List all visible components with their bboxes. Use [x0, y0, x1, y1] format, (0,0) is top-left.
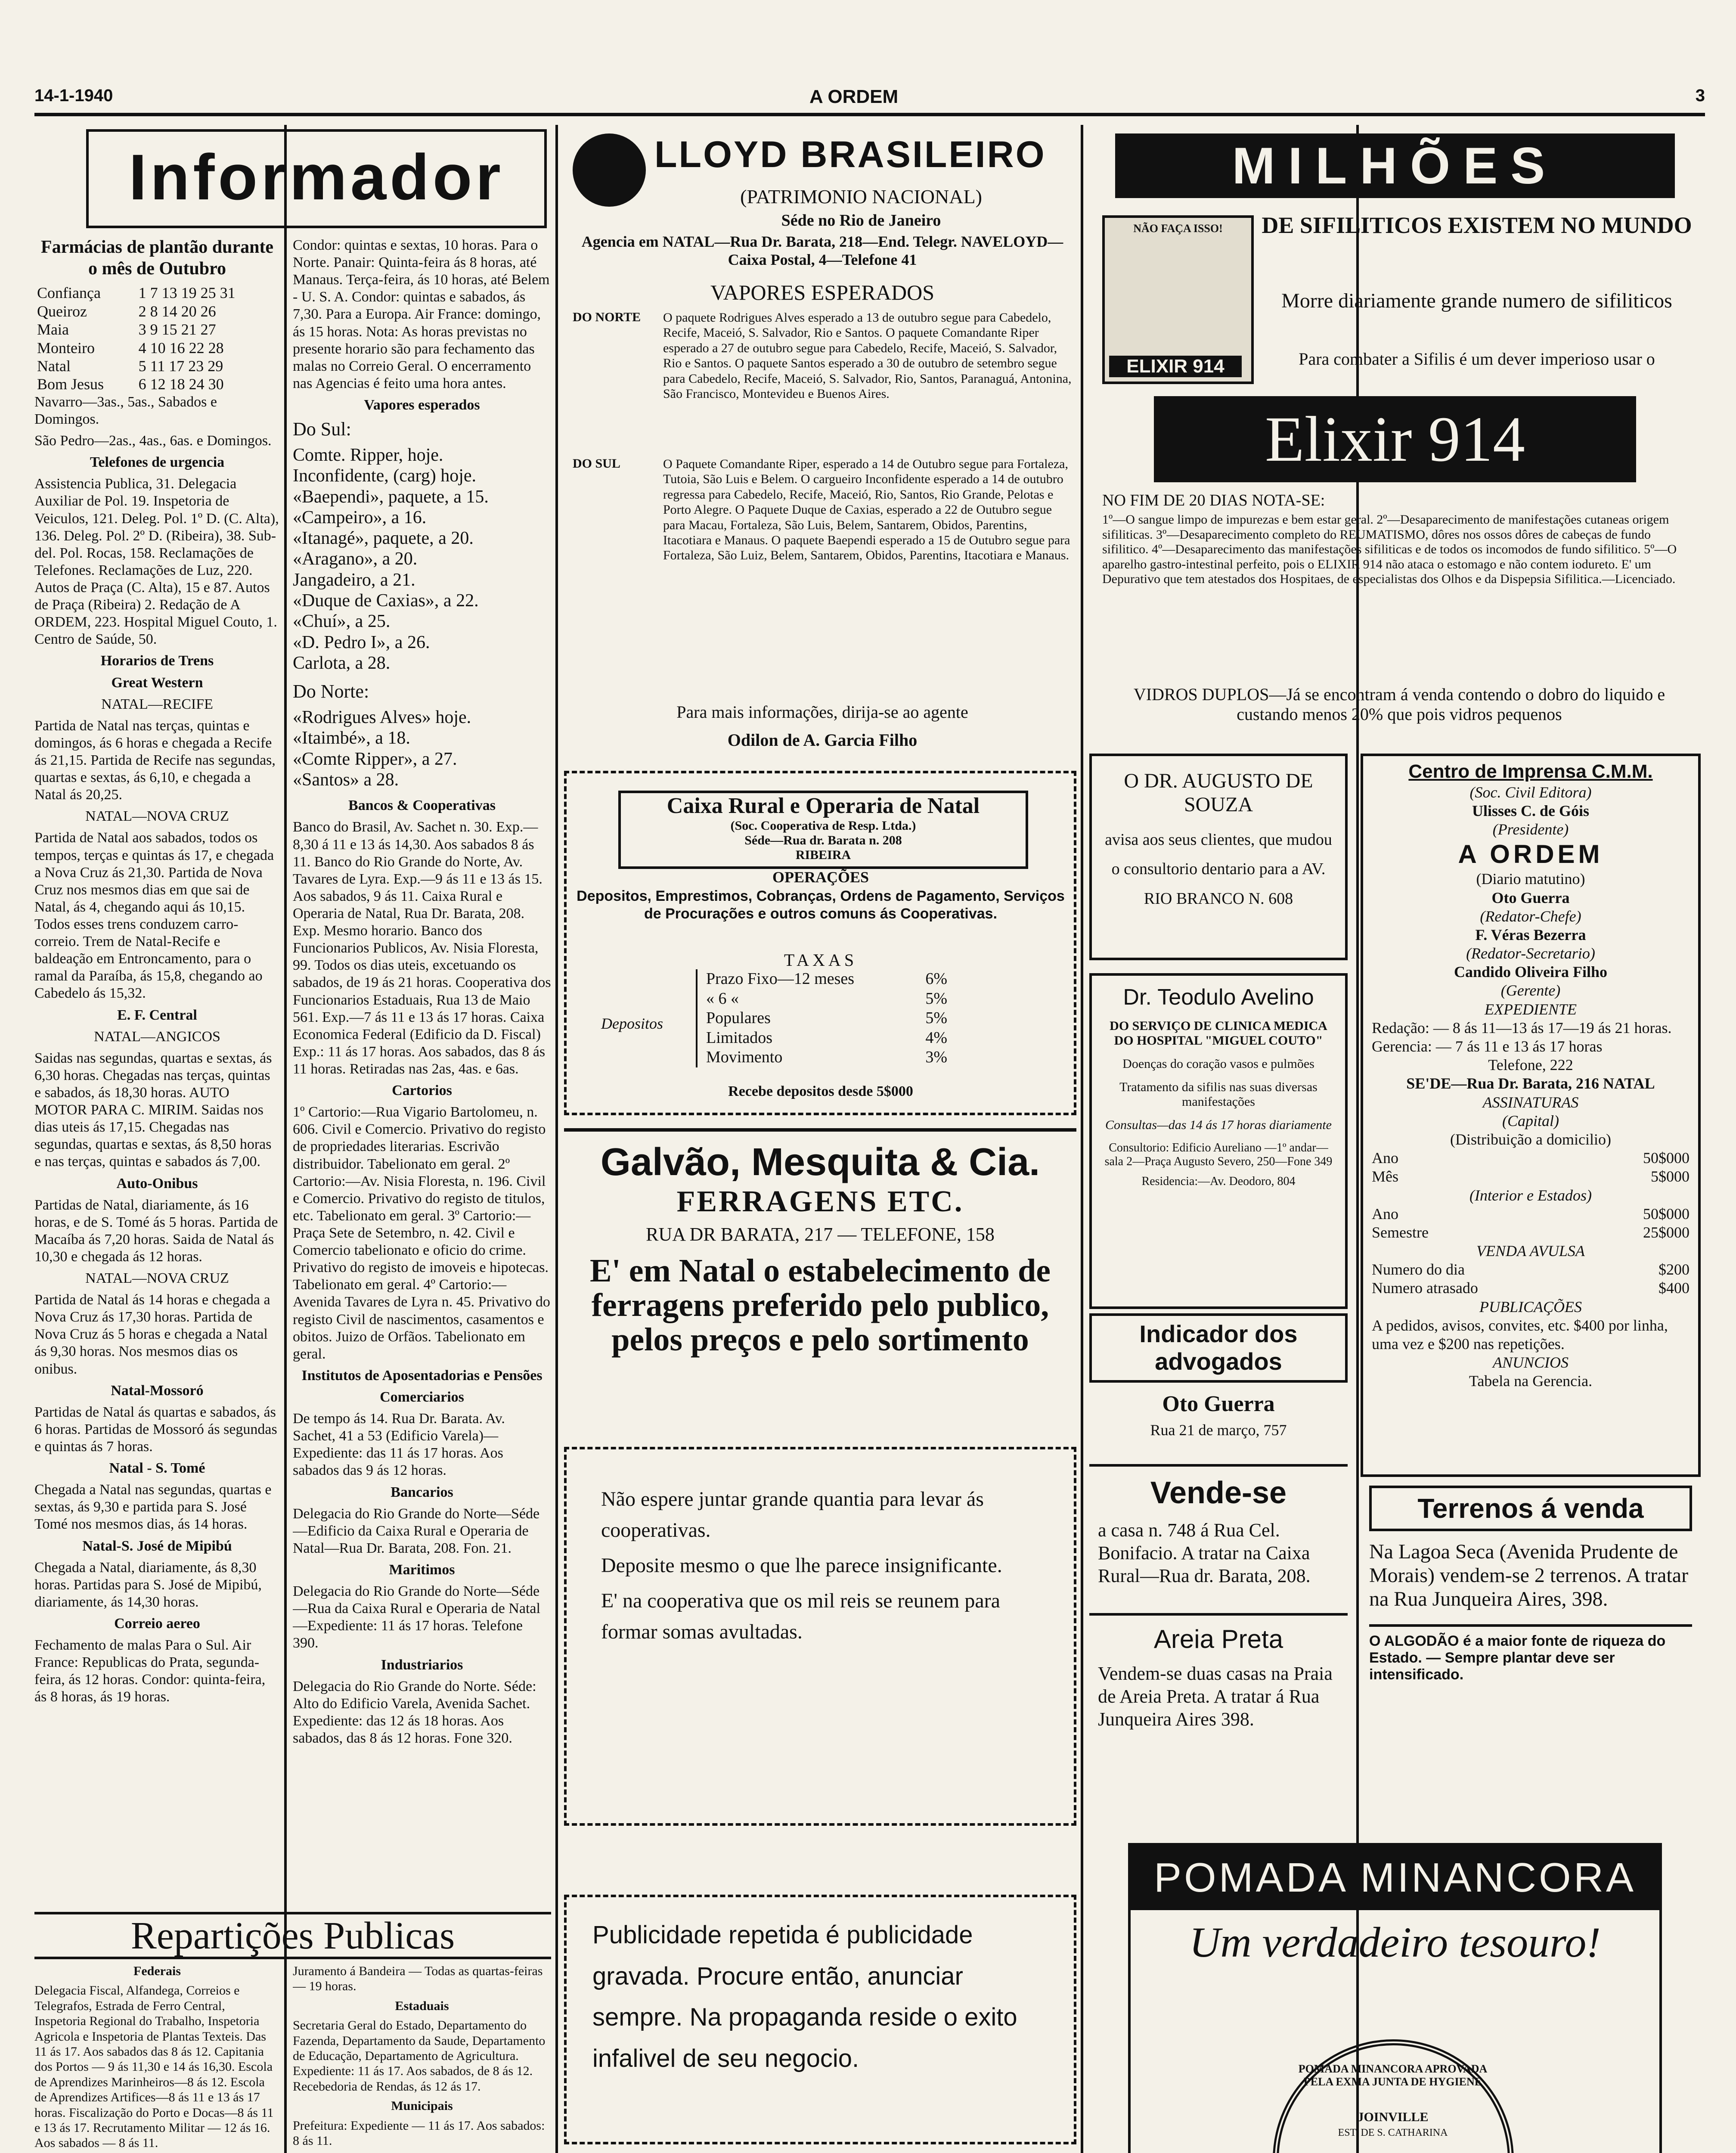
elixir-nota-text: 1º—O sangue limpo de impurezas e bem estar geral. 2º—Desaparecimento de manifestações cutaneas origem sifiliticas. 3º—Desaparecimento completo do REUMATISMO, dôres nos ossos dôres de cabeças de fundo sifilitico. 4º—Desaparecimento das manifestações sifiliticas e de todos os incomodos de fundo sifilitico. 5º—O aparelho gastro-intestinal perfeito, pois o ELIXIR 914 não ataca o estomago e não contem iodureto. E' um Depurativo que tem atestados dos Hospitaes, de especialistas dos Olhos e da Dispepsia Sifilitica.—Licenciado.	[1102, 512, 1677, 586]
vapores-sul-title: Do Sul:	[293, 419, 351, 440]
natal-nova-cruz-title: NATAL—NOVA CRUZ	[85, 808, 229, 825]
lloyd-sede: Séde no Rio de Janeiro	[781, 211, 941, 230]
lloyd-do-sul: DO SUL	[573, 456, 620, 471]
reparticoes-title: Repartições Publicas	[130, 1914, 455, 1957]
farmacia-days: 5 11 17 23 29	[138, 357, 223, 375]
farmacia-days: 3 9 15 21 27	[138, 321, 216, 338]
caixa-taxas-list	[696, 969, 947, 1067]
vapores-title: Vapores esperados	[364, 397, 480, 413]
imprensa-telefone: Telefone, 222	[1488, 1056, 1573, 1074]
vapor-item: «Comte Ripper», a 27.	[293, 749, 457, 769]
telefones-text: Assistencia Publica, 31. Delegacia Auxiliar de Pol. 19. Inspetoria de Veiculos, 121. Deleg. Pol. 1º D. (C. Alta), 136. Deleg. Pol. 2º D. (Ribeira), 38. Sub-del. Pol. Rocas, 158. Reclamações de Telefones. Reclamações de Luz, 220. Autos de Praça (C. Alta), 15 e 87. Autos de Praça (Ribeira) 2. Redação de A ORDEM, 223. Hospital Miguel Couto, 1. Centro de Saúde, 50.	[34, 476, 279, 648]
teodulo-l5: Residencia:—Av. Deodoro, 804	[1141, 1175, 1296, 1188]
teodulo-l1: Doenças do coração vasos e pulmões	[1122, 1057, 1314, 1071]
price-row	[1372, 1279, 1690, 1297]
lloyd-title: LLOYD BRASILEIRO	[654, 134, 1046, 175]
onibus-title: Auto-Onibus	[116, 1175, 198, 1191]
milhoes-title: MILHÕES	[1115, 133, 1675, 198]
caixa-title-box	[618, 791, 1028, 869]
vapor-item: «Campeiro», a 16.	[293, 507, 427, 527]
lloyd-do-sul-text: O Paquete Comandante Riper, esperado a 14 de Outubro segue para Fortaleza, Tutoia, São Luis e Belem. O cargueiro Inconfidente esperado a 14 de outubro regressa para Cabedelo, Recife, Maceió, Rio, Santos, Rio Grande, Pelotas e Porto Alegre. O Paquete Duque de Caxias, esperado a 22 de Outubro segue para Macau, Fortaleza, São Luis, Belem, Santarem, Obidos, Parentins, Itacotiara e Manaus. O paquete Baependi esperado a 15 de Outubro segue para Fortaleza, São Luiz, Belem, Santarem, Obidos, Parentins, Itacotiara e Manaus.	[663, 457, 1070, 563]
ef-central-title: E. F. Central	[117, 1007, 197, 1023]
taxa-label: Prazo Fixo—12 meses	[706, 970, 855, 988]
farmacia-name: Bom Jesus	[37, 375, 104, 393]
page-header	[34, 86, 1705, 112]
institutos-title: Institutos de Aposentadorias e Pensões	[301, 1367, 542, 1384]
farmacia-row	[34, 320, 280, 338]
indicador-ad	[1089, 1313, 1348, 1460]
imprensa-l7: F. Véras Bezerra	[1475, 926, 1586, 943]
taxa-row	[706, 1048, 947, 1067]
lloyd-ad	[564, 129, 1076, 762]
cooperativa-p3: E' na cooperativa que os mil reis se reunem para formar somas avultadas.	[601, 1589, 1000, 1643]
lloyd-info: Para mais informações, dirija-se ao agente	[676, 702, 968, 722]
vende-se-title: Vende-se	[1150, 1476, 1287, 1510]
taxa-value: 5%	[925, 989, 947, 1008]
farmacia-days: 4 10 16 22 28	[138, 339, 224, 357]
farmacia-row	[34, 357, 280, 375]
industriarios-text: Delegacia do Rio Grande do Norte. Séde: Alto do Edificio Varela, Avenida Sachet. Expediente: das 12 ás 18 horas. Aos sabados, das 8 ás 12 horas. Fone 320.	[293, 1678, 536, 1746]
augusto-name: O DR. AUGUSTO DE SOUZA	[1124, 769, 1313, 816]
cartorios-text: 1º Cartorio:—Rua Vigario Bartolomeu, n. 606. Civil e Comercio. Privativo do registo de propriedades literarias. Escrivão distribuidor. Tabelionato em geral. 2º Cartorio:—Av. Nisia Floresta, n. 196. Civil e Comercio. Privativo do registo de titulos, etc. Tabelionato em geral. 3º Cartorio:—Praça Sete de Setembro, n. 42. Civil e Comercio tabelionato e oficio do crime. Privativo do registo de imoveis e hipotecas. Tabelionato em geral. 4º Cartorio:—Avenida Tavares de Lyra n. 45. Privativo do registo Civil de nascimentos, casamentos e obitos. Juizo de Orfãos. Tabelionato em geral.	[293, 1104, 550, 1362]
teodulo-l4: Consultorio: Edificio Aureliano —1º andar—sala 2—Praça Augusto Severo, 250—Fone 349	[1104, 1141, 1333, 1168]
taxa-label: Movimento	[706, 1048, 783, 1067]
vapor-item: Inconfidente, (carg) hoje.	[293, 466, 477, 486]
juramento-text: Juramento á Bandeira — Todas as quartas-feiras — 19 horas.	[293, 1964, 543, 1994]
header-page-number: 3	[1695, 86, 1705, 105]
imprensa-l8: (Redator-Secretario)	[1466, 945, 1595, 962]
price-label: Mês	[1372, 1168, 1398, 1185]
comerciarios-text: De tempo ás 14. Rua Dr. Barata. Av. Sachet, 41 a 53 (Edificio Varela)—Expediente: das 11 ás 17 horas. Aos sabados das 9 ás 12 horas.	[293, 1411, 505, 1479]
natal-nova-cruz-text: Partida de Natal aos sabados, todos os tempos, terças e quintas ás 17, e chegada a Nova Cruz ás 21,30. Partida de Nova Cruz nos mesmos dias em que sai de Natal, ás 4, chegando aqui ás 10,15. Todos esses trens conduzem carro-correio. Trem de Natal-Recife e baldeação em Entroncamento, para o ramal da Paraíba, ás 15,8, chegando ao Cabedelo ás 15,32.	[34, 830, 274, 1002]
vapor-item: «Itaimbé», a 18.	[293, 728, 410, 748]
taxa-label: « 6 «	[706, 989, 739, 1008]
imprensa-l1: (Soc. Civil Editora)	[1469, 783, 1592, 801]
natal-recife-title: NATAL—RECIFE	[101, 696, 213, 712]
indicador-title: Indicador dos advogados	[1089, 1313, 1348, 1383]
natal-recife-text: Partida de Natal nas terças, quintas e domingos, ás 6 horas e chegada a Recife ás 21,15. Partida de Recife nas segundas, quartas e sextas, ás 6,10, e chegada a Natal ás 20,25.	[34, 717, 276, 803]
augusto-text: avisa aos seus clientes, que mudou o consultorio dentario para a AV. RIO BRANCO N. 608	[1105, 831, 1332, 908]
farmacia-row	[34, 302, 280, 320]
federais-title: Federais	[133, 1964, 181, 1978]
imprensa-l9: Candido Oliveira Filho	[1454, 963, 1608, 981]
galvao-address: RUA DR BARATA, 217 — TELEFONE, 158	[646, 1224, 995, 1245]
natal-angicos-text: Saidas nas segundas, quartas e sextas, ás 6,30 horas. Chegadas nas terças, quintas e sabados, ás 18,30 horas. AUTO MOTOR PARA C. MIRIM. Saidas nos dias uteis ás 17,15. Chegadas nas segundas, quartas e sextas, ás 8,50 horas e nas terças, quintas e sabados ás 7,00.	[34, 1050, 272, 1170]
teodulo-sub: DO SERVIÇO DE CLINICA MEDICA DO HOSPITAL "MIGUEL COUTO"	[1110, 1019, 1327, 1048]
farmacias-title: Farmácias de plantão durante o mês de Outubro	[40, 237, 274, 279]
terrenos-title: Terrenos á venda	[1369, 1486, 1692, 1531]
informador-title: Informador	[129, 141, 504, 213]
elixir-nota-title: NO FIM DE 20 DIAS NOTA-SE:	[1102, 491, 1325, 509]
farmacia-row	[34, 339, 280, 357]
imprensa-capital: (Capital)	[1502, 1112, 1559, 1129]
price-label: Semestre	[1372, 1223, 1429, 1241]
imprensa-title: Centro de Imprensa C.M.M.	[1408, 761, 1653, 782]
price-label: Ano	[1372, 1149, 1398, 1167]
taxa-row	[706, 989, 947, 1009]
galvao-sub: FERRAGENS ETC.	[676, 1185, 964, 1218]
imprensa-l4: (Diario matutino)	[1476, 870, 1585, 888]
maritimos-title: Maritimos	[389, 1561, 455, 1578]
imprensa-sede: SE'DE—Rua Dr. Barata, 216 NATAL	[1406, 1075, 1655, 1092]
milhoes-line2: Morre diariamente grande numero de sifiliticos	[1281, 289, 1672, 312]
publicidade-text: Publicidade repetida é publicidade gravada. Procure então, anunciar sempre. Na propaganda reside o exito infalivel de seu negocio.	[592, 1921, 1017, 2073]
imprensa-content	[1363, 756, 1698, 1395]
pomada-tagline: Um verdadeiro tesouro!	[1189, 1918, 1601, 1966]
teodulo-l3: Consultas—das 14 ás 17 horas diariamente	[1105, 1118, 1332, 1132]
publicidade-ad	[564, 1895, 1076, 2144]
areia-title: Areia Preta	[1089, 1613, 1348, 1654]
caixa-title: Caixa Rural e Operaria de Natal	[666, 794, 980, 818]
imprensa-expediente: EXPEDIENTE	[1485, 1000, 1577, 1018]
taxa-label: Populares	[706, 1009, 771, 1027]
vende-se-ad	[1089, 1464, 1348, 1886]
milhoes-line3: Para combater a Sifilis é um dever imperioso usar o	[1299, 349, 1655, 369]
vapor-item: «Rodrigues Alves» hoje.	[293, 707, 471, 728]
correio-text: Fechamento de malas Para o Sul. Air France: Republicas do Prata, segunda-feira, ás 12 horas. Condor: quinta-feira, ás 8 horas, ás 19 horas.	[34, 1637, 266, 1705]
imprensa-l2: Ulisses C. de Góis	[1472, 802, 1590, 819]
estaduais-title: Estaduais	[395, 1998, 449, 2013]
farmacia-row	[34, 284, 280, 302]
farmacia-days: 1 7 13 19 25 31	[138, 284, 236, 302]
correio-continued: Condor: quintas e sextas, 10 horas. Para o Norte. Panair: Quinta-feira ás 8 horas, até Manaus. Terça-feira, ás 10 horas, até Belem - U. S. A. Condor: quintas e sabados, ás 7,30. Para a Europa. Air France: domingo, ás 15 horas. Nota: As horas previstas no presente horario são para fechamento das malas no Correio Geral. O encerramento nas Agencias é feito uma hora antes.	[293, 237, 550, 391]
cooperativa-p1: Não espere juntar grande quantia para levar ás cooperativas.	[601, 1488, 984, 1542]
correio-title: Correio aereo	[114, 1616, 200, 1632]
price-row	[1372, 1260, 1690, 1279]
pomada-ad	[1128, 1843, 1662, 2153]
areia-text: Vendem-se duas casas na Praia de Areia Preta. A tratar á Rua Junqueira Aires 398.	[1098, 1663, 1333, 1730]
imprensa-prices-avulsa	[1372, 1260, 1690, 1297]
price-value: 5$000	[1651, 1168, 1690, 1185]
cooperativa-p2: Deposite mesmo o que lhe parece insignificante.	[601, 1554, 1002, 1577]
vende-se-text: a casa n. 748 á Rua Cel. Bonifacio. A tratar na Caixa Rural—Rua dr. Barata, 208.	[1098, 1520, 1311, 1586]
pomada-est: EST. DE S. CATHARINA	[1338, 2127, 1448, 2138]
imprensa-publicacoes: PUBLICAÇÕES	[1479, 1298, 1582, 1315]
cartorios-title: Cartorios	[392, 1083, 452, 1099]
elixir-vidros: VIDROS DUPLOS—Já se encontram á venda contendo o dobro do liquido e custando menos 20% que pois vidros pequenos	[1133, 685, 1665, 724]
indicador-name: Oto Guerra	[1162, 1391, 1275, 1416]
farmacia-row	[34, 375, 280, 393]
informador-title-box	[86, 129, 547, 228]
column-rule	[284, 125, 287, 2153]
caixa-sub3: RIBEIRA	[795, 848, 851, 862]
teodulo-ad	[1089, 973, 1348, 1309]
price-value: $400	[1658, 1279, 1690, 1297]
farmacia-days: 6 12 18 24 30	[138, 375, 224, 393]
indicador-address: Rua 21 de março, 757	[1150, 1421, 1287, 1439]
farmacia-name: Monteiro	[37, 339, 95, 357]
reparticoes-col1	[34, 1964, 280, 2153]
caixa-depositos-label: Depositos	[601, 1015, 663, 1032]
farmacia-name: Queiroz	[37, 302, 87, 320]
bancarios-title: Bancarios	[391, 1484, 453, 1500]
vapor-item: «Baependi», paquete, a 15.	[293, 487, 489, 507]
informador-col1	[34, 237, 280, 1908]
lloyd-logo-icon	[573, 133, 646, 207]
galvao-ad	[564, 1128, 1076, 1430]
natal-mossoro-title: Natal-Mossoró	[111, 1382, 204, 1399]
milhoes-line1: DE SIFILITICOS EXISTEM NO MUNDO	[1262, 212, 1692, 238]
header-date: 14-1-1940	[34, 86, 113, 105]
natal-nova-cruz2-title: NATAL—NOVA CRUZ	[85, 1270, 229, 1287]
natal-nova-cruz2-text: Partida de Natal ás 14 horas e chegada a Nova Cruz ás 17,30 horas. Partida de Nova Cruz ás 5 horas e chegada a Natal ás 9,30 horas. Nos mesmos dias os onibus.	[34, 1292, 270, 1377]
reparticoes-title-box	[34, 1912, 551, 1959]
galvao-slogan: E' em Natal o estabelecimento de ferragens preferido pelo publico, pelos preços e pelo sortimento	[589, 1253, 1051, 1358]
imprensa-l10: (Gerente)	[1500, 982, 1561, 999]
bancos-title: Bancos & Cooperativas	[348, 797, 496, 814]
header-rule	[34, 113, 1705, 116]
pomada-joinville: JOINVILLE	[1357, 2110, 1429, 2124]
natal-angicos-title: NATAL—ANGICOS	[94, 1028, 220, 1045]
taxa-value: 3%	[925, 1048, 947, 1067]
imprensa-box	[1361, 754, 1701, 1477]
horarios-title: Horarios de Trens	[100, 653, 214, 669]
telefones-title: Telefones de urgencia	[90, 454, 225, 471]
cooperativa-ad	[564, 1447, 1076, 1826]
farmacia-name: Natal	[37, 357, 71, 375]
vapores-norte-list	[293, 707, 551, 790]
vapor-item: «Aragano», a 20.	[293, 549, 418, 569]
galvao-title: Galvão, Mesquita & Cia.	[600, 1141, 1040, 1184]
taxa-row	[706, 969, 947, 989]
imprensa-anuncios: ANUNCIOS	[1492, 1354, 1569, 1371]
imprensa-prices-capital	[1372, 1149, 1690, 1186]
imprensa-tabela: Tabela na Gerencia.	[1469, 1372, 1593, 1390]
natal-mipibu-title: Natal-S. José de Mipibú	[82, 1538, 232, 1554]
natal-mipibu-text: Chegada a Natal, diariamente, ás 8,30 horas. Partidas para S. José de Mipibú, diariamente, ás 14,30 horas.	[34, 1559, 262, 1610]
bancos-text: Banco do Brasil, Av. Sachet n. 30. Exp.—8,30 á 11 e 13 ás 14,30. Aos sabados 8 ás 11. Banco do Rio Grande do Norte, Av. Tavares de Lyra. Exp.—9 ás 11 e 13 ás 15. Aos sabados, 9 ás 11. Caixa Rural e Operaria de Natal, Rua Dr. Barata, 208. Exp. Mesmo horario. Banco dos Funcionarios Publicos, Av. Nisia Floresta, 99. Todos os dias uteis, excetuando os sabados, de 19 ás 21 horas. Cooperativa dos Funcionarios Estaduais, Rua 13 de Maio 561. Exp.—7 ás 11 e 13 ás 17 horas. Caixa Economica Federal (Edificio da D. Fiscal) Exp.: 11 ás 17 horas. Aos sabados, das 8 ás 11 horas. Retiradas nas 2as, 4as. e 6as.	[293, 819, 551, 1077]
elixir-image-box	[1102, 215, 1254, 384]
price-value: 50$000	[1643, 1149, 1690, 1167]
natal-mossoro-text: Partidas de Natal ás quartas e sabados, ás 6 horas. Partidas de Mossoró ás segundas e quintas ás 7 horas.	[34, 1404, 277, 1455]
imprensa-gerencia: Gerencia: — 7 ás 11 e 13 ás 17 horas	[1372, 1038, 1603, 1055]
terrenos-algodao: O ALGODÃO é a maior fonte de riqueza do Estado. — Sempre plantar deve ser intensificado.	[1369, 1624, 1692, 1683]
lloyd-do-norte-text: O paquete Rodrigues Alves esperado a 13 de outubro segue para Cabedelo, Recife, Maceió, S. Salvador, Rio e Santos. O paquete Comandante Riper esperado a 27 de outubro segue para Cabedelo, Recife, Maceió, S. Salvador, Rio e Santos. O paquete Santos esperado a 30 de outubro de setembro segue para Cabedelo, Recife, Maceió, S. Salvador, Rio, Santos, Paranaguá, Antonina, São Francisco, Montevideu e Buenos Aires.	[663, 310, 1072, 401]
caixa-operacoes-title: OPERAÇÕES	[772, 869, 869, 886]
taxa-value: 6%	[925, 970, 947, 988]
lloyd-agencia: Agencia em NATAL—Rua Dr. Barata, 218—End. Telegr. NAVELOYD—Caixa Postal, 4—Telefone 41	[581, 233, 1063, 268]
imprensa-avulsa: VENDA AVULSA	[1476, 1242, 1585, 1260]
municipais-text: Prefeitura: Expediente — 11 ás 17. Aos sabados: 8 ás 11.	[293, 2118, 545, 2148]
vapor-item: «D. Pedro I», a 26.	[293, 632, 430, 652]
farmacia-name: Confiança	[37, 284, 101, 302]
lloyd-subtitle: (PATRIMONIO NACIONAL)	[740, 186, 982, 208]
onibus-text: Partidas de Natal, diariamente, ás 16 horas, e de S. Tomé ás 5 horas. Partida de Macaíba ás 7,20 horas. Saida de Natal ás 10,30 e chegada ás 12 horas.	[34, 1197, 278, 1265]
navarro-text: Navarro—3as., 5as., Sabados e Domingos.	[34, 394, 217, 428]
estaduais-text: Secretaria Geral do Estado, Departamento do Fazenda, Departamento da Saude, Departamento de Educação, Departamento de Agricultura. Expediente: 11 ás 17. Aos sabados, de 8 ás 12. Recebedoria de Rendas, ás 12 ás 17.	[293, 2018, 546, 2094]
elixir-image-label: ELIXIR 914	[1109, 356, 1242, 377]
cooperativa-text	[601, 1484, 1040, 1652]
vapor-item: «Duque de Caxias», a 22.	[293, 591, 479, 611]
price-row	[1372, 1149, 1690, 1167]
price-row	[1372, 1223, 1690, 1242]
sao-pedro-text: São Pedro—2as., 4as., 6as. e Domingos.	[34, 433, 272, 449]
reparticoes-col2	[293, 1964, 551, 2153]
elixir-brand: Elixir 914	[1154, 396, 1636, 482]
taxa-row	[706, 1028, 947, 1048]
natal-s-tome-text: Chegada a Natal nas segundas, quartas e sextas, ás 9,30 e partida para S. José Tomé nos mesmos dias, ás 14 horas.	[34, 1482, 272, 1533]
federais-text: Delegacia Fiscal, Alfandega, Correios e Telegrafos, Estrada de Ferro Central, Inspetoria Regional do Trabalho, Inspetoria Agricola e Inspetoria de Plantas Texteis. Das 11 ás 17. Aos sabados das 8 ás 12. Capitania dos Portos — 9 ás 11,30 e 14 ás 16,30. Escola de Aprendizes Marinheiros—8 ás 12. Escola de Aprendizes Artifices—8 ás 11 e 13 ás 17 horas. Fiscalização do Porto e Docas—8 ás 11 e 13 ás 17. Recrutamento Militar — 12 ás 16. Aos sabados — 8 ás 11.	[34, 1983, 274, 2150]
pomada-seal-icon	[1273, 2039, 1514, 2153]
vapor-item: «Chuí», a 25.	[293, 611, 391, 632]
vapor-item: «Santos» a 28.	[293, 770, 399, 790]
imprensa-distribuicao: (Distribuição a domicilio)	[1450, 1130, 1611, 1148]
price-value: 50$000	[1643, 1205, 1690, 1222]
vapores-sul-list	[293, 445, 551, 673]
teodulo-l2: Tratamento da sifilis nas suas diversas manifestações	[1119, 1080, 1318, 1109]
teodulo-name: Dr. Teodulo Avelino	[1123, 985, 1314, 1010]
column-rule	[1081, 125, 1083, 2153]
imprensa-l6: (Redator-Chefe)	[1480, 907, 1581, 925]
pomada-title: POMADA MINANCORA	[1131, 1846, 1659, 1910]
taxa-label: Limitados	[706, 1028, 773, 1047]
elixir-image-top: NÃO FAÇA ISSO!	[1133, 222, 1223, 235]
lloyd-vapores-title: VAPORES ESPERADOS	[710, 280, 935, 304]
lloyd-agent: Odilon de A. Garcia Filho	[727, 730, 918, 750]
caixa-operacoes-text: Depositos, Emprestimos, Cobranças, Ordens de Pagamento, Serviços de Procurações e outros comuns ás Cooperativas.	[577, 888, 1065, 922]
pomada-seal-text: POMADA MINANCORA APROVADA PELA EXMA JUNTA DE HYGIENE	[1298, 2063, 1488, 2088]
informador-col2	[293, 237, 551, 1908]
taxa-value: 4%	[925, 1028, 947, 1047]
imprensa-interior: (Interior e Estados)	[1469, 1186, 1592, 1204]
imprensa-l3: (Presidente)	[1492, 821, 1569, 838]
lloyd-do-norte: DO NORTE	[573, 310, 641, 324]
imprensa-redacao: Redação: — 8 ás 11—13 ás 17—19 ás 21 horas.	[1372, 1019, 1672, 1036]
taxa-row	[706, 1008, 947, 1028]
vapor-item: «Itanagé», paquete, a 20.	[293, 528, 474, 549]
imprensa-l5: Oto Guerra	[1491, 889, 1570, 906]
vapores-norte-title: Do Norte:	[293, 681, 369, 702]
imprensa-prices-interior	[1372, 1205, 1690, 1242]
augusto-ad	[1089, 754, 1348, 960]
price-label: Numero atrasado	[1372, 1279, 1478, 1297]
terrenos-ad	[1361, 1481, 1701, 1817]
great-western-title: Great Western	[111, 674, 203, 691]
comerciarios-title: Comerciarios	[380, 1389, 464, 1405]
vapor-item: Carlota, a 28.	[293, 653, 391, 673]
caixa-taxas-title: TAXAS	[784, 950, 858, 970]
imprensa-ordem: A ORDEM	[1458, 840, 1603, 869]
price-row	[1372, 1205, 1690, 1223]
vapor-item: Jangadeiro, a 21.	[293, 570, 415, 590]
farmacia-days: 2 8 14 20 26	[138, 302, 216, 320]
price-value: 25$000	[1643, 1223, 1690, 1241]
imprensa-assinaturas: ASSINATURAS	[1482, 1093, 1579, 1111]
vapor-item: Comte. Ripper, hoje.	[293, 445, 443, 465]
bancarios-text: Delegacia do Rio Grande do Norte—Séde—Edificio da Caixa Rural e Operaria de Natal—Rua Dr. Barata, 208. Fon. 21.	[293, 1505, 540, 1556]
column-rule	[555, 125, 558, 2153]
natal-s-tome-title: Natal - S. Tomé	[109, 1460, 205, 1477]
price-label: Ano	[1372, 1205, 1398, 1222]
municipais-title: Municipais	[391, 2099, 453, 2113]
caixa-sub1: (Soc. Cooperativa de Resp. Ltda.)	[730, 819, 916, 833]
farmacia-name: Maia	[37, 321, 69, 338]
terrenos-text: Na Lagoa Seca (Avenida Prudente de Morais) vendem-se 2 terrenos. A tratar na Rua Junqueira Aires, 398.	[1369, 1540, 1689, 1611]
caixa-rural-ad	[564, 771, 1076, 1115]
elixir-ad	[1089, 129, 1701, 754]
maritimos-text: Delegacia do Rio Grande do Norte—Séde—Rua da Caixa Rural e Operaria de Natal—Expediente: 11 ás 17 horas. Telefone 390.	[293, 1583, 540, 1651]
price-value: $200	[1658, 1261, 1690, 1278]
imprensa-pub-text: A pedidos, avisos, convites, etc. $400 por linha, uma vez e $200 nas repetições.	[1372, 1316, 1668, 1353]
farmacias-table	[34, 284, 280, 394]
caixa-sub2: Séde—Rua dr. Barata n. 208	[744, 833, 902, 847]
price-label: Numero do dia	[1372, 1261, 1465, 1278]
header-masthead: A ORDEM	[809, 86, 899, 107]
taxa-value: 5%	[925, 1009, 947, 1027]
caixa-recebe: Recebe depositos desde 5$000	[728, 1083, 913, 1099]
industriarios-title: Industriarios	[381, 1657, 463, 1673]
price-row	[1372, 1167, 1690, 1186]
